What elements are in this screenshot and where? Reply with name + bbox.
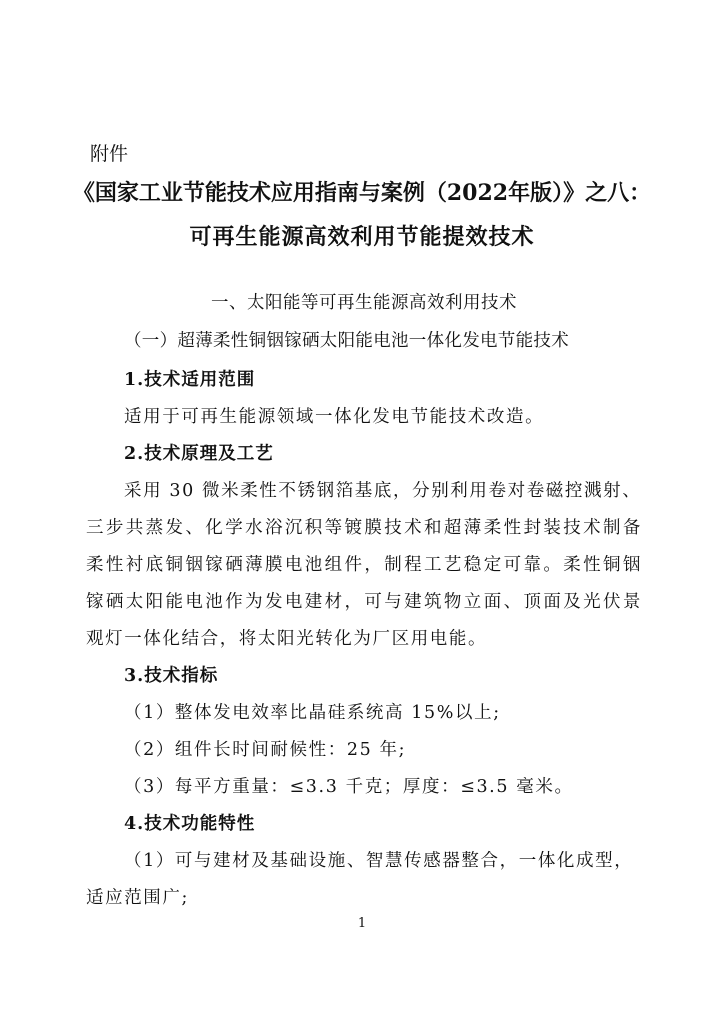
paragraph-scope: 适用于可再生能源领域一体化发电节能技术改造。	[124, 407, 545, 427]
paragraph-principle-line: 柔性衬底铜铟镓硒薄膜电池组件，制程工艺稳定可靠。柔性铜铟	[86, 555, 642, 575]
heading-features: 4.技术功能特性	[124, 814, 256, 834]
paragraph-principle-line: 采用 30 微米柔性不锈钢箔基底，分别利用卷对卷磁控溅射、	[124, 481, 642, 501]
subsection-heading: （一）超薄柔性铜铟镓硒太阳能电池一体化发电节能技术	[124, 331, 569, 351]
heading-indicators: 3.技术指标	[124, 666, 219, 686]
paragraph-principle-line: 观灯一体化结合，将太阳光转化为厂区用电能。	[86, 629, 488, 649]
attachment-label: 附件	[90, 143, 129, 165]
paragraph-principle-line: 三步共蒸发、化学水浴沉积等镀膜技术和超薄柔性封装技术制备	[86, 518, 642, 538]
heading-scope: 1.技术适用范围	[124, 370, 256, 390]
paragraph-principle-line: 镓硒太阳能电池作为发电建材，可与建筑物立面、顶面及光伏景	[86, 592, 642, 612]
paragraph-features-line: （1）可与建材及基础设施、智慧传感器整合，一体化成型，	[124, 851, 634, 871]
indicator-item: （3）每平方重量：≤3.3 千克；厚度：≤3.5 毫米。	[124, 777, 574, 797]
document-title-line-2: 可再生能源高效利用节能提效技术	[189, 224, 535, 250]
indicator-item: （2）组件长时间耐候性：25 年;	[124, 740, 407, 760]
section-heading: 一、太阳能等可再生能源高效利用技术	[211, 293, 517, 313]
indicator-item: （1）整体发电效率比晶硅系统高 15%以上;	[124, 703, 501, 723]
heading-principle: 2.技术原理及工艺	[124, 444, 274, 464]
page-number: 1	[357, 916, 367, 931]
paragraph-features-line: 适应范围广;	[86, 888, 189, 908]
document-title-line-1: 《国家工业节能技术应用指南与案例（2022年版）》之八：	[72, 180, 652, 206]
